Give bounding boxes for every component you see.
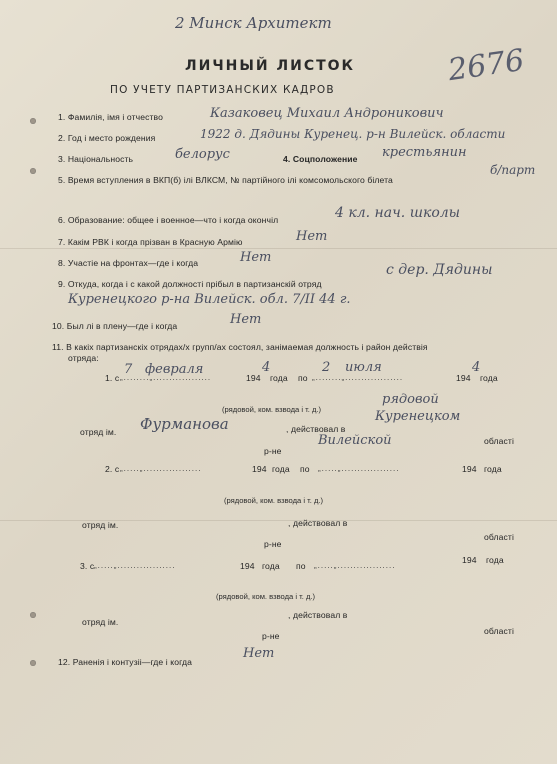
period-3-to-year-prefix: 194 bbox=[462, 555, 477, 565]
field-5-value: б/парт bbox=[490, 163, 536, 177]
period-2-year-prefix: 194 bbox=[252, 464, 267, 474]
field-7-label: 7. Какім РВК і когда прізван в Красную Армію bbox=[58, 237, 243, 247]
field-9-value-line2: Куренецкого р-на Вилейск. обл. 7/II 44 г. bbox=[68, 292, 351, 307]
period-2-to-word-year: года bbox=[484, 464, 502, 474]
period-3-detachment-label: отряд ім. bbox=[82, 617, 119, 627]
field-10-label: 10. Был лі в плену—где і когда bbox=[52, 321, 178, 331]
period-3-acted-label: , действовал в bbox=[288, 610, 348, 620]
period-1-district: Куренецком bbox=[375, 409, 461, 424]
period-2-rank-caption: (рядовой, ком. взвода і т. д.) bbox=[224, 496, 324, 505]
period-3-word-to: по bbox=[296, 561, 306, 571]
period-1-region-label: р-не bbox=[264, 446, 282, 456]
field-6-label: 6. Образование: общее і военное—что і когда окончіл bbox=[58, 215, 279, 225]
handwritten-archive-note: 2 Минск Архитект bbox=[175, 14, 332, 32]
period-1-to-month: июля bbox=[345, 360, 382, 375]
period-2-number: 2. с bbox=[105, 464, 120, 474]
field-12-label: 12. Раненія і контузіі—где і когда bbox=[58, 657, 192, 667]
period-2-detachment-label: отряд ім. bbox=[82, 520, 119, 530]
field-8-value: Нет bbox=[240, 250, 272, 265]
corner-number: 2676 bbox=[445, 42, 527, 89]
period-3-year-prefix: 194 bbox=[240, 561, 255, 571]
document-page: 2 Минск Архитект ЛИЧНЫЙ ЛИСТОК ПО УЧЕТУ ПАРТИЗАНСКИХ КАДРОВ 2676 1. Фамилія, імя і отчество Казаковец Михаил Андроникович 2. Год і место рождения 1922 д. Дядины Куренец. р-н Вилейск. области 3. Національность белорус 4. Соцположение крестьянин 5. Время вступления в ВКП(б) ілі ВЛКСМ, № партійного ілі комсомольского білета б/парт 6. Образование: общее і военное—что і когда окончіл 4 кл. нач. школы 7. Какім РВК і когда прізван в Красную Армію Нет 8. Участіе на фронтах—где і когда Нет 9. Откуда, когда і с какой должності прібыл в партизанскій отряд с дер. Дядины Куренецкого р-на Вилейск. обл. 7/II 44 г. 10. Был лі в плену—где і когда Нет 11. В какіх партизанскіх отрядах/х групп/ах состоял, занімаемая должность і район действія отряда: 1. с „........„.................. 7 февраля 194 4 года по „........„.................. 2 июля 194 4 года (рядовой, ком. взвода і т. д.) рядовой отряд ім. Фурманова , действовал в Куренецком р-не Вилейской області 2. с „.....„.................. 194 года по „.....„.................. 194 года (рядовой, ком. взвода і т. д.) отряд ім. , действовал в р-не області 3. с „.....„.................. 194 года по „.....„.................. 194 года (рядовой, ком. взвода і т. д.) отряд ім. , действовал в р-не області 12. Раненія і контузіі—где і когда Нет bbox=[0, 0, 557, 764]
field-1-label: 1. Фамилія, імя і отчество bbox=[58, 112, 163, 122]
field-11-label-cont: отряда: bbox=[68, 353, 99, 363]
field-11-label: 11. В какіх партизанскіх отрядах/х групп/ах состоял, занімаемая должность і район действія bbox=[52, 342, 428, 352]
period-1-to-year-prefix: 194 bbox=[456, 373, 471, 383]
period-1-word-year: года bbox=[270, 373, 288, 383]
period-1-to-year-suffix: 4 bbox=[472, 360, 481, 375]
period-2-to-year-prefix: 194 bbox=[462, 464, 477, 474]
period-2-word-year: года bbox=[272, 464, 290, 474]
field-7-value: Нет bbox=[296, 229, 328, 244]
period-1-to-word-year: года bbox=[480, 373, 498, 383]
period-1-year-prefix: 194 bbox=[246, 373, 261, 383]
period-1-detachment-label: отряд ім. bbox=[80, 427, 117, 437]
field-2-label: 2. Год і место рождения bbox=[58, 133, 156, 143]
period-1-number: 1. с bbox=[105, 373, 120, 383]
punch-hole bbox=[30, 168, 36, 174]
period-3-rank-caption: (рядовой, ком. взвода і т. д.) bbox=[216, 592, 316, 601]
period-1-rank: рядовой bbox=[382, 392, 439, 407]
period-1-acted-label: , действовал в bbox=[286, 424, 346, 434]
period-1-rank-caption: (рядовой, ком. взвода і т. д.) bbox=[222, 405, 322, 414]
field-3-value: белорус bbox=[175, 147, 230, 162]
period-1-year-suffix: 4 bbox=[262, 360, 271, 375]
period-1-oblast-label: області bbox=[484, 436, 514, 446]
period-3-region-label: р-не bbox=[262, 631, 280, 641]
field-12-value: Нет bbox=[243, 646, 275, 661]
period-1-region: Вилейской bbox=[318, 433, 392, 448]
period-3-oblast-label: області bbox=[484, 626, 514, 636]
period-1-from-day: 7 bbox=[124, 362, 133, 377]
period-1-detachment: Фурманова bbox=[140, 415, 229, 433]
punch-hole bbox=[30, 612, 36, 618]
period-1-from-month: февраля bbox=[145, 362, 204, 377]
period-3-word-year: года bbox=[262, 561, 280, 571]
period-3-number: 3. с bbox=[80, 561, 95, 571]
field-10-value: Нет bbox=[230, 312, 262, 327]
period-1-to-day: 2 bbox=[322, 360, 331, 375]
period-2-region-label: р-не bbox=[264, 539, 282, 549]
field-2-value: 1922 д. Дядины Куренец. р-н Вилейск. области bbox=[200, 127, 506, 141]
field-4-label: 4. Соцположение bbox=[283, 154, 358, 164]
field-6-value: 4 кл. нач. школы bbox=[335, 205, 461, 221]
punch-hole bbox=[30, 660, 36, 666]
period-3-to-word-year: года bbox=[486, 555, 504, 565]
field-8-label: 8. Участіе на фронтах—где і когда bbox=[58, 258, 199, 268]
field-3-label: 3. Національность bbox=[58, 154, 134, 164]
field-4-value: крестьянин bbox=[382, 145, 467, 160]
period-2-oblast-label: області bbox=[484, 532, 514, 542]
document-subtitle: ПО УЧЕТУ ПАРТИЗАНСКИХ КАДРОВ bbox=[110, 84, 335, 96]
field-9-value-line1: с дер. Дядины bbox=[386, 262, 493, 278]
document-title: ЛИЧНЫЙ ЛИСТОК bbox=[185, 58, 355, 74]
field-1-value: Казаковец Михаил Андроникович bbox=[210, 106, 444, 121]
period-2-acted-label: , действовал в bbox=[288, 518, 348, 528]
punch-hole bbox=[30, 118, 36, 124]
period-2-word-to: по bbox=[300, 464, 310, 474]
paper-fold bbox=[0, 248, 557, 249]
period-1-word-to: по bbox=[298, 373, 308, 383]
field-5-label: 5. Время вступления в ВКП(б) ілі ВЛКСМ, № партійного ілі комсомольского білета bbox=[58, 175, 393, 185]
field-9-label: 9. Откуда, когда і с какой должності прібыл в партизанскій отряд bbox=[58, 279, 322, 289]
